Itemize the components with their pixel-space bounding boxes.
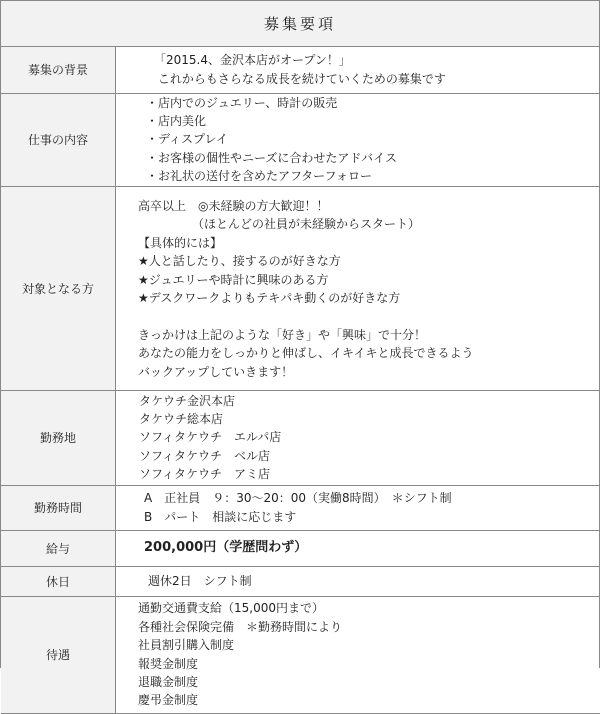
content-line: 報奨金制度	[138, 655, 600, 673]
content-line: A 正社員 ９：30～20：00（実働8時間） ＊シフト制	[144, 489, 600, 507]
content-line: きっかけは上記のような「好き」や「興味」で十分！	[138, 326, 600, 344]
content-line: B パート 相談に応じます	[144, 508, 600, 526]
recruitment-table	[1, 47, 600, 714]
content-line: ★ジュエリーや時計に興味のある方	[138, 271, 600, 289]
row-job-content	[1, 93, 600, 186]
row-label-location: 勤務地	[1, 390, 116, 485]
row-target	[1, 186, 600, 390]
content-line: ・店内美化	[146, 112, 600, 130]
row-label-salary: 給与	[1, 530, 116, 566]
content-line: ・お客様の個性やニーズに合わせたアドバイス	[146, 149, 600, 167]
row-content-background	[116, 47, 600, 93]
content-line: 【具体的には】	[138, 234, 600, 252]
content-line: バックアップしていきます！	[138, 363, 600, 381]
content-line: 各種社会保険完備 ＊勤務時間により	[138, 618, 600, 636]
content-line: 200,000円（学歴問わず）	[144, 539, 600, 557]
content-line: 退職金制度	[138, 673, 600, 691]
content-line: ★デスクワークよりもテキパキ動くのが好きな方	[138, 289, 600, 307]
content-line: 週休2日 シフト制	[148, 572, 600, 590]
content-line	[138, 307, 600, 325]
content-line: タケウチ総本店	[139, 410, 600, 428]
content-line: ・ディスプレイ	[146, 130, 600, 148]
row-label-holiday: 休日	[1, 566, 116, 596]
content-line: ソフィタケウチ ベル店	[139, 447, 600, 465]
row-label-background: 募集の背景	[1, 47, 116, 93]
row-content-holiday	[116, 566, 600, 596]
content-line: ・店内でのジュエリー、時計の販売	[146, 94, 600, 112]
row-background	[1, 47, 600, 93]
content-line: ソフィタケウチ エルパ店	[139, 428, 600, 446]
content-line: ・お礼状の送付を含めたアフターフォロー	[146, 167, 600, 185]
row-benefits	[1, 596, 600, 713]
row-holiday	[1, 566, 600, 596]
row-hours	[1, 485, 600, 530]
content-line: タケウチ金沢本店	[139, 392, 600, 410]
row-label-target: 対象となる方	[1, 186, 116, 390]
row-content-target	[116, 186, 600, 390]
row-content-location	[116, 390, 600, 485]
row-label-hours: 勤務時間	[1, 485, 116, 530]
content-line: 慶弔金制度	[138, 691, 600, 709]
page-title: 募集要項	[1, 0, 599, 47]
content-line: 社員割引購入制度	[138, 636, 600, 654]
content-line: あなたの能力をしっかりと伸ばし、イキイキと成長できるよう	[138, 344, 600, 362]
row-salary	[1, 530, 600, 566]
row-content-benefits	[116, 596, 600, 713]
row-label-job-content: 仕事の内容	[1, 93, 116, 186]
content-line: 高卒以上 ◎未経験の方大歓迎！！	[138, 197, 600, 215]
content-line: これからもさらなる成長を続けていくための募集です	[154, 70, 600, 88]
row-content-hours	[116, 485, 600, 530]
content-line: （ほとんどの社員が未経験からスタート）	[138, 215, 600, 233]
row-location	[1, 390, 600, 485]
row-content-job-content	[116, 93, 600, 186]
content-line: ソフィタケウチ アミ店	[139, 465, 600, 483]
content-line: 「2015.4、金沢本店がオープン！」	[154, 51, 600, 69]
content-line: 通勤交通費支給（15,000円まで）	[138, 599, 600, 617]
row-label-benefits: 待遇	[1, 596, 116, 713]
content-line: ★人と話したり、接するのが好きな方	[138, 252, 600, 270]
row-content-salary	[116, 530, 600, 566]
